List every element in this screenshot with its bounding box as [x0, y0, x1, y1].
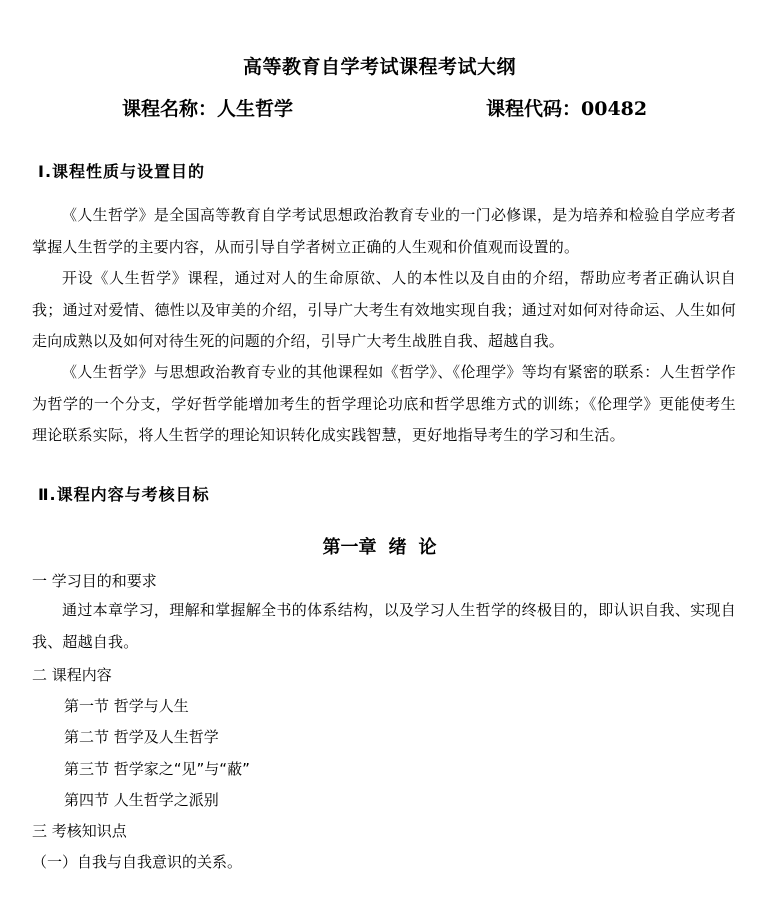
chapter-char-2: 论 — [418, 537, 437, 558]
section-list-item: 第一节 哲学与人生 — [64, 697, 189, 715]
paragraph-1: 《人生哲学》是全国高等教育自学考试思想政治教育专业的一门必修课，是为培养和检验自学应考者掌握人生哲学的主要内容，从而引导自学者树立正确的人生观和价值观而设置的。 — [32, 206, 736, 256]
item-exam-points: 三 考核知识点 — [32, 822, 127, 840]
chapter-title — [0, 533, 759, 559]
section-heading-purpose: Ⅰ.课程性质与设置目的 — [38, 162, 206, 181]
course-name-value: 人生哲学 — [217, 98, 294, 120]
section-list-item: 第四节 人生哲学之派别 — [64, 791, 219, 809]
item-course-content: 二 课程内容 — [32, 666, 112, 684]
section-list-item: 第三节 哲学家之“见”与“蔽” — [64, 760, 250, 778]
chapter-char-1: 绪 — [388, 537, 407, 558]
chapter-number: 第一章 — [322, 537, 377, 558]
course-code — [486, 94, 647, 121]
study-goals-text: 通过本章学习，理解和掌握解全书的体系结构，以及学习人生哲学的终极目的，即认识自我、实现自我、超越自我。 — [32, 601, 736, 651]
course-code-value: 00482 — [581, 98, 648, 120]
paragraph-2: 开设《人生哲学》课程，通过对人的生命原欲、人的本性以及自由的介绍，帮助应考者正确认识自我；通过对爱情、德性以及审美的介绍，引导广大考生有效地实现自我；通过对如何对待命运、人生如何走向成熟以及如何对待生死的问题的介绍，引导广大考生战胜自我、超越自我。 — [32, 269, 736, 350]
paragraph-3: 《人生哲学》与思想政治教育专业的其他课程如《哲学》、《伦理学》等均有紧密的联系：人生哲学作为哲学的一个分支，学好哲学能增加考生的哲学理论功底和哲学思维方式的训练；《伦理学》更能使考生理论联系实际，将人生哲学的理论知识转化成实践智慧，更好地指导考生的学习和生活。 — [32, 363, 736, 444]
item-study-goals: 一 学习目的和要求 — [32, 572, 157, 590]
course-code-label: 课程代码： — [486, 98, 582, 120]
course-name-label: 课程名称： — [122, 98, 218, 120]
section-list-item: 第二节 哲学及人生哲学 — [64, 728, 219, 746]
course-name — [122, 94, 293, 121]
exam-point-1: （一）自我与自我意识的关系。 — [32, 853, 243, 871]
section-heading-content: Ⅱ.课程内容与考核目标 — [38, 485, 210, 504]
document-title: 高等教育自学考试课程考试大纲 — [242, 56, 516, 78]
